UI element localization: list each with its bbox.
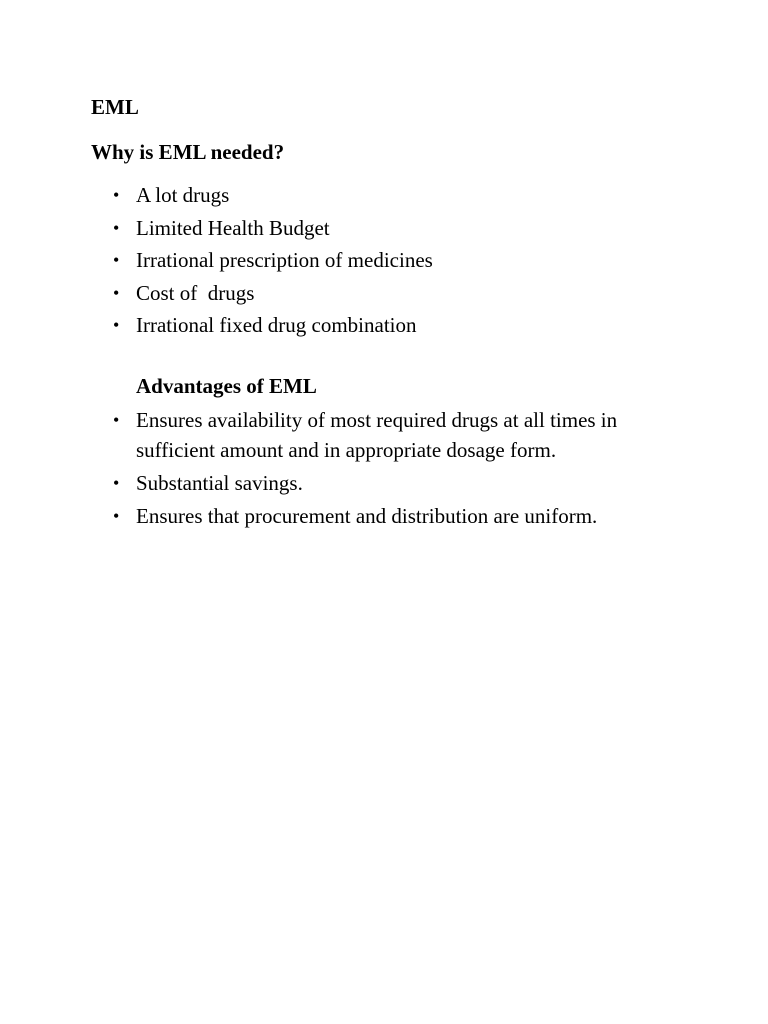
list-item: [0, 278, 676, 311]
bullet-icon: •: [113, 410, 120, 430]
list-item: [0, 180, 676, 213]
section-heading-why: Why is EML needed?: [91, 140, 285, 164]
list-item-text: Ensures that procurement and distribution are uniform.: [136, 504, 598, 528]
list-item: [0, 405, 676, 465]
bullet-icon: •: [113, 250, 120, 270]
document-title: EML: [91, 95, 139, 119]
needs-list: [0, 180, 768, 343]
list-item-text: Irrational fixed drug combination: [136, 313, 417, 337]
list-item: [0, 468, 676, 498]
bullet-icon: •: [113, 506, 120, 526]
list-item-text: Ensures availability of most required drugs at all times in sufficient amount and in appropriate dosage form.: [136, 408, 618, 462]
bullet-icon: •: [113, 217, 120, 238]
advantages-list: [0, 405, 768, 534]
list-item: [0, 213, 676, 246]
bullet-icon: •: [113, 185, 120, 205]
bullet-icon: •: [113, 473, 120, 493]
list-item-text: Limited Health Budget: [136, 215, 330, 240]
list-item-text: Irrational prescription of medicines: [136, 248, 433, 272]
list-item-text: A lot drugs: [136, 183, 230, 207]
bullet-icon: •: [113, 282, 120, 303]
list-item-text: Cost of drugs: [136, 280, 255, 305]
list-item: [0, 501, 676, 531]
section-heading-advantages: Advantages of EML: [136, 374, 317, 398]
list-item: [0, 310, 676, 343]
bullet-icon: •: [113, 315, 120, 335]
list-item-text: Substantial savings.: [136, 471, 303, 495]
list-item: [0, 245, 676, 278]
